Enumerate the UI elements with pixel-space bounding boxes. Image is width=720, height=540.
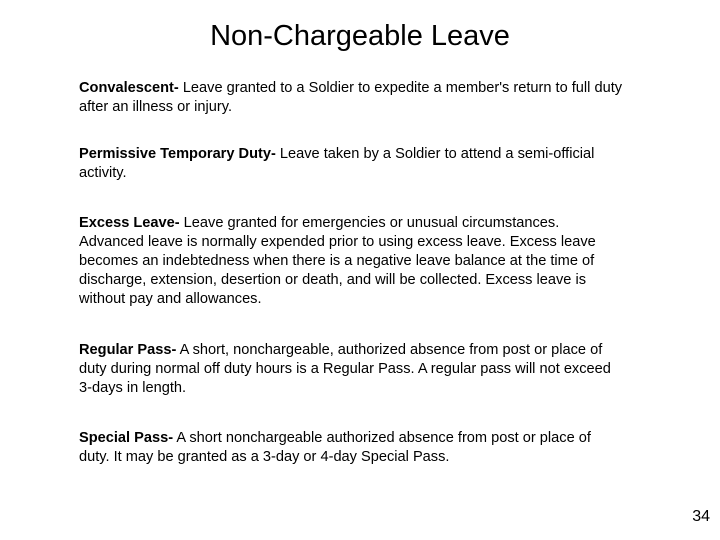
definition-term: Special Pass- [79,430,174,446]
definition-convalescent [79,79,624,117]
definition-permissive-temporary-duty [79,145,624,183]
definition-special-pass [79,429,624,467]
definition-text: A short nonchargeable authorized absence from post or place of duty. It may be granted as a 3-day or 4-day Special Pass. [79,430,591,465]
definition-excess-leave [79,214,624,309]
definition-term: Regular Pass- [79,342,177,358]
definition-regular-pass [79,341,624,398]
page-title: Non-Chargeable Leave [210,20,510,52]
page-number: 34 [692,508,710,525]
definition-text: Leave granted for emergencies or unusual circumstances. Advanced leave is normally expended prior to using excess leave. Excess leave becomes an indebtedness when there is a negative leave balance at the time of discharge, extension, desertion or death, and will be collected. Excess leave is without pay and allowances. [79,215,596,307]
definition-term: Excess Leave- [79,215,180,231]
definition-text: Leave taken by a Soldier to attend a semi-official activity. [79,146,595,181]
definition-text: Leave granted to a Soldier to expedite a member's return to full duty after an illness or injury. [79,80,623,115]
definition-term: Permissive Temporary Duty- [79,146,276,162]
definition-text: A short, nonchargeable, authorized absence from post or place of duty during normal off duty hours is a Regular Pass. A regular pass will not exceed 3-days in length. [79,342,611,396]
definition-term: Convalescent- [79,80,179,96]
